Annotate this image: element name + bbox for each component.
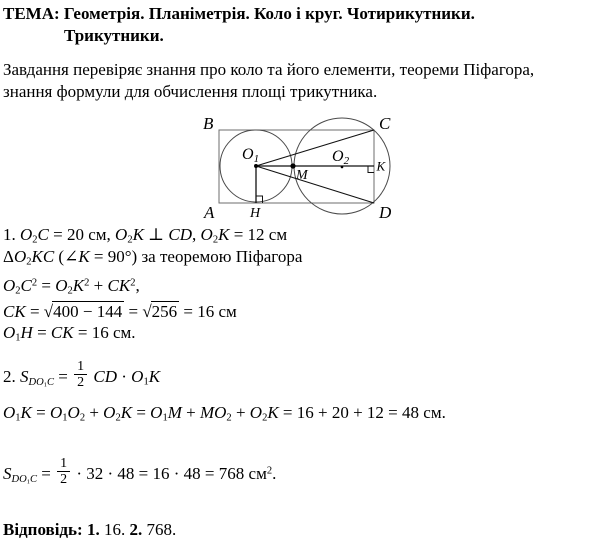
point-m-dot: [290, 163, 295, 168]
label-o1: O1: [242, 146, 260, 165]
intro-line2: знання формули для обчислення площі трикутника.: [3, 82, 378, 101]
math-line-pythagoras: $O_2C^2 = O_2K^2 + CK^2$,: [3, 276, 140, 297]
math-line-given: 1. $O_2C = 20$ см, $O_2K$ ⊥ CD, $O_2K = 12$ см: [3, 225, 288, 246]
segment-o1c: [256, 130, 374, 166]
label-h: H: [250, 206, 261, 221]
right-angle-marker-k: [368, 166, 374, 173]
label-c: C: [379, 114, 391, 133]
math-line-ck-sqrt: CK = √400 − 144 = √256 = 16 см: [3, 302, 237, 321]
label-a: A: [204, 203, 215, 222]
label-k: K: [376, 158, 386, 174]
label-d: D: [379, 203, 392, 222]
intro-line1: Завдання перевіряє знання про коло та його елементи, теореми Піфагора,: [3, 60, 535, 79]
label-m: M: [296, 168, 308, 183]
geometry-figure: [196, 105, 398, 222]
topic-title-line1: ТЕМА: Геометрія. Планіметрія. Коло і круг. Чотирикутники.: [3, 4, 475, 23]
answer-line: Відповідь: 1. 16. 2. 768.: [3, 520, 177, 539]
math-line-triangle: $\Delta O_2KC$ (∠K = 90°) за теоремою Піфагора: [3, 247, 303, 268]
topic-title-line2: Трикутники.: [64, 26, 164, 45]
math-line-area-value: $S_{DO_1C}$ = $\frac{1}{2}$ · 32 · 48 = 16 · 48 = 768 $см^2$.: [3, 456, 277, 487]
math-line-area-formula: 2. $S_{DO_1C}$ = $\frac{1}{2}$ CD · $O_1K$: [3, 359, 161, 390]
math-line-o1k-sum: $O_1K = O_1O_2 + O_2K = O_1M + MO_2 + O_2K = 16 + 20 + 12 = 48$ см.: [3, 403, 446, 424]
math-line-o1h: $O_1H$ = CK = 16 см.: [3, 323, 136, 344]
label-b: B: [203, 114, 214, 133]
label-o2: O2: [332, 148, 350, 167]
